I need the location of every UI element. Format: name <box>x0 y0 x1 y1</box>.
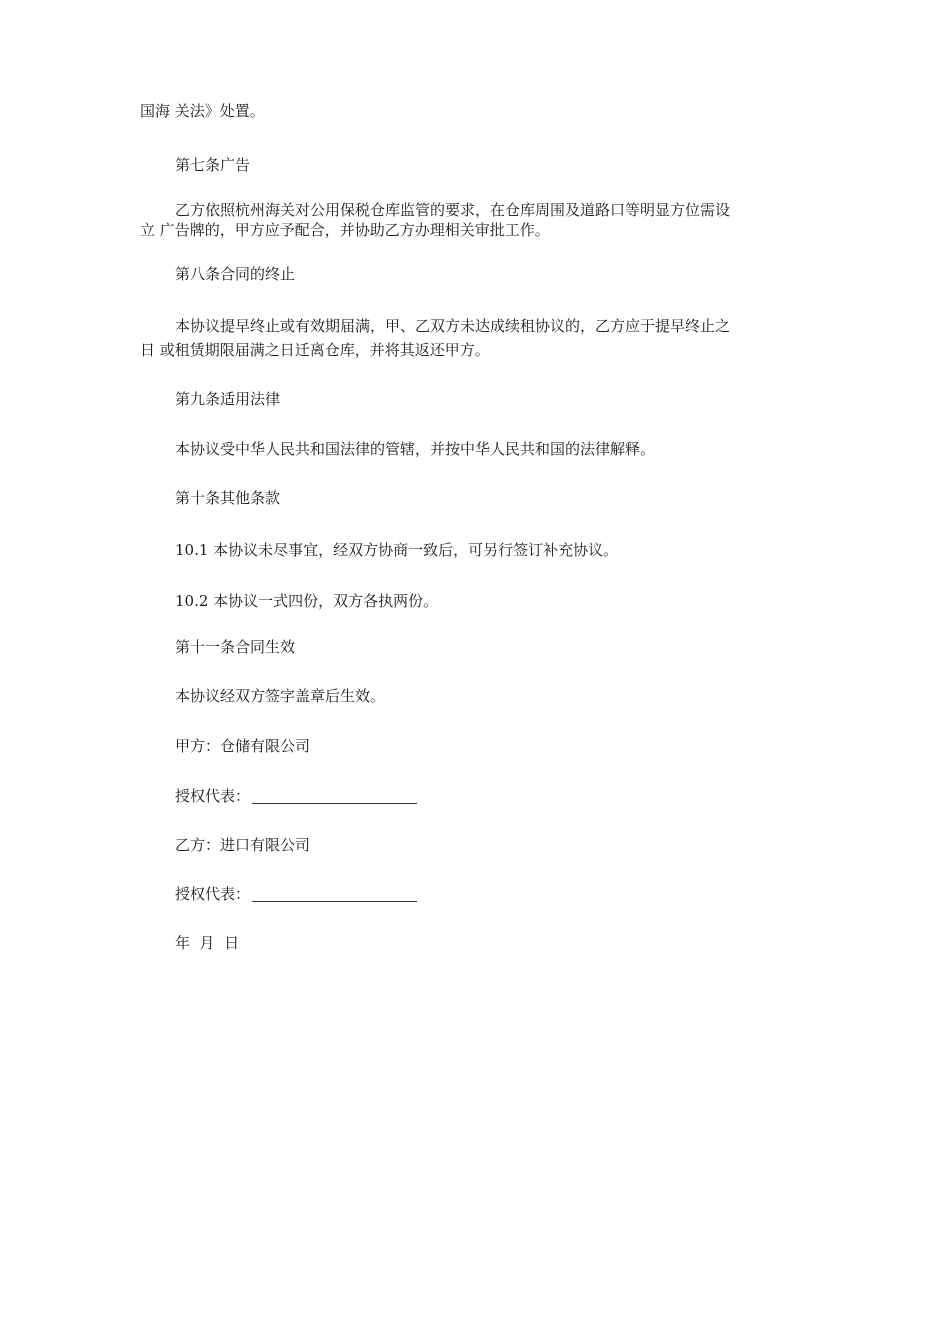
clause-10-1: 10.1 本协议未尽事宜，经双方协商一致后，可另行签订补充协议。 <box>175 541 619 559</box>
continuation-text: 国海 关法》处置。 <box>140 102 265 120</box>
party-a-rep-line <box>175 786 417 806</box>
article-8-body-line-2: 日 或租赁期限届满之日迁离仓库，并将其返还甲方。 <box>140 341 490 359</box>
party-b-rep-label: 授权代表： <box>175 885 251 903</box>
clause-10-2: 10.2 本协议一式四份，双方各执两份。 <box>175 592 439 610</box>
party-a-name: 甲方：仓储有限公司 <box>175 737 311 755</box>
party-a-rep-label: 授权代表： <box>175 787 251 805</box>
article-9-body: 本协议受中华人民共和国法律的管辖，并按中华人民共和国的法律解释。 <box>175 440 656 458</box>
article-11-heading: 第十一条合同生效 <box>175 638 296 656</box>
signing-date: 年 月 日 <box>175 934 240 952</box>
article-9-heading: 第九条适用法律 <box>175 390 281 408</box>
article-10-heading: 第十条其他条款 <box>175 489 281 507</box>
article-11-body: 本协议经双方签字盖章后生效。 <box>175 687 386 705</box>
party-b-name: 乙方：进口有限公司 <box>175 836 311 854</box>
party-a-signature-blank <box>252 802 417 804</box>
article-8-heading: 第八条合同的终止 <box>175 265 296 283</box>
article-7-body-line-1: 乙方依照杭州海关对公用保税仓库监管的要求，在仓库周围及道路口等明显方位需设 <box>175 201 731 219</box>
article-7-heading: 第七条广告 <box>175 156 251 174</box>
party-b-signature-blank <box>252 900 417 902</box>
party-b-rep-line <box>175 884 417 904</box>
article-7-body-line-2: 立 广告牌的，甲方应予配合，并协助乙方办理相关审批工作。 <box>140 221 550 239</box>
article-8-body-line-1: 本协议提早终止或有效期届满，甲、乙双方未达成续租协议的，乙方应于提早终止之 <box>175 317 731 335</box>
